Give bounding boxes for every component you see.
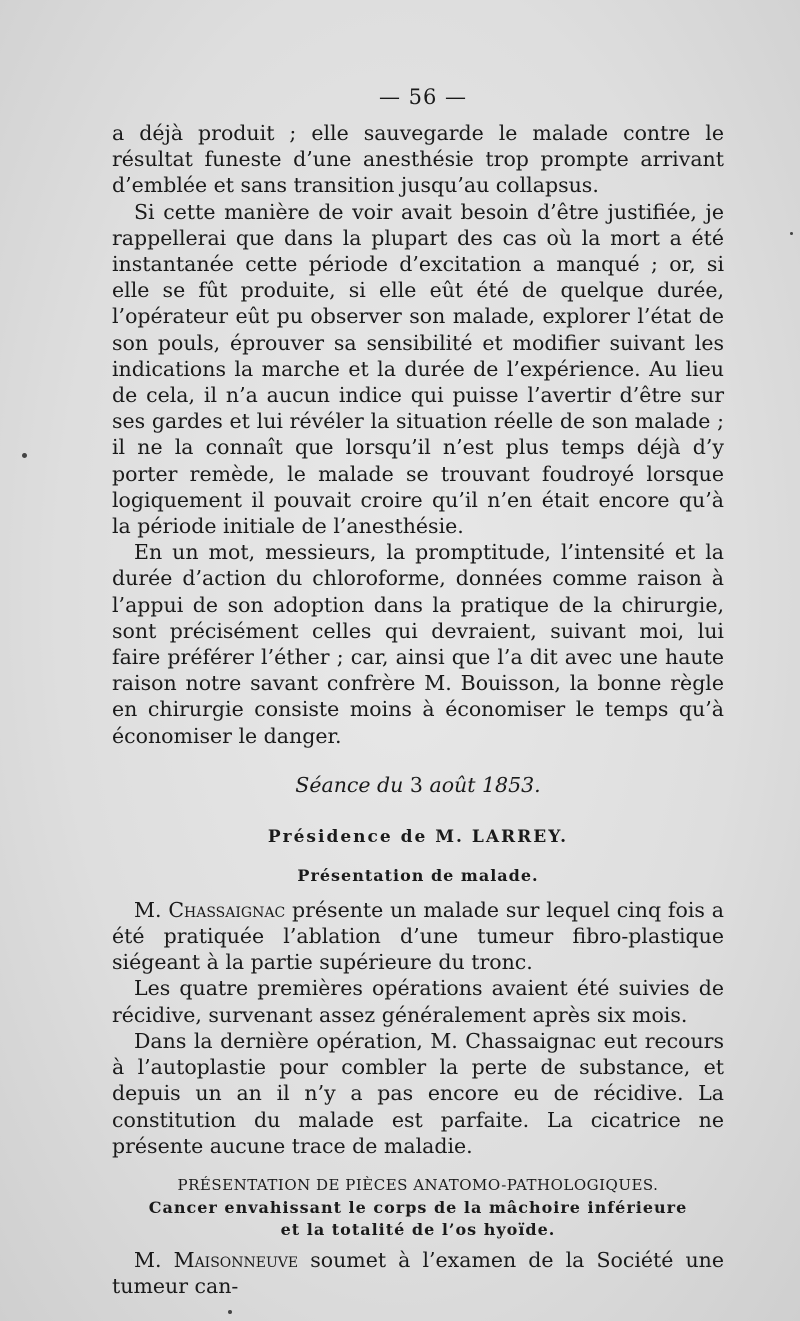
cancer-heading [112, 1197, 724, 1241]
paragraph-recidive: Les quatre premières opérations avaient été suivies de récidive, survenant assez généralement après six mois. [112, 976, 724, 1027]
paragraph-continuation: a déjà produit ; elle sauvegarde le malade contre le résultat funeste d’une anesthésie trop prompte arrivant d’emblée et sans transition jusqu’au collapsus. [112, 121, 724, 198]
cancer-heading-line1: Cancer envahissant le corps de la mâchoire inférieure [148, 1197, 688, 1217]
pieces-heading: PRÉSENTATION DE PIÈCES ANATOMO-PATHOLOGIQUES. [177, 1175, 659, 1194]
paragraph-excitation: Si cette manière de voir avait besoin d’être justifiée, je rappellerai que dans la plupart des cas où la mort a été instantanée cette période d’excitation a manqué ; or, si elle se fût produite, si elle eût été de quelque durée, l’opérateur eût pu observer son malade, explorer l’état de son pouls, éprouver sa sensibilité et modifier suivant les indications la marche et la durée de l’expérience. Au lieu de cela, il n’a aucun indice qui puisse l’avertir d’être sur ses gardes et lui révéler la situation réelle de son malade ; il ne la connaît que lorsqu’il n’est plus temps déjà d’y porter remède, le malade se trouvant foudroyé lorsque logiquement il pouvait croire qu’il n’en était encore qu’à la période initiale de l’anesthésie. [112, 199, 724, 539]
page-number: — 56 — [378, 85, 468, 109]
session-label: Séance du [295, 772, 404, 797]
cancer-heading-line2: et la totalité de l’os hyoïde. [280, 1219, 556, 1239]
speaker-name: M. Chassaignac [134, 897, 286, 922]
presidence-heading: Présidence de M. LARREY. [267, 826, 569, 847]
presentation-heading: Présentation de malade. [297, 865, 539, 885]
paragraph-text: soumet à l’examen de la Société une tumeur can- [112, 1247, 724, 1299]
session-month-year: août 1853. [429, 772, 541, 797]
ink-speck [790, 232, 793, 235]
ink-speck [22, 453, 27, 458]
paragraph-autoplastie: Dans la dernière opération, M. Chassaignac eut recours à l’autoplastie pour combler la perte de substance, et depuis un an il n’y a pas encore eu de récidive. La constitution du malade est parfaite. La cicatrice ne présente aucune trace de maladie. [112, 1028, 724, 1158]
speaker-name: M. Maisonneuve [134, 1247, 299, 1272]
paragraph-text: présente un malade sur lequel cinq fois a été pratiquée l’ablation d’une tumeur fibro-plastique siégeant à la partie supérieure du tronc. [112, 897, 724, 975]
session-day: 3 [409, 772, 423, 797]
text-column [112, 82, 724, 1299]
paragraph-chassaignac [112, 897, 724, 976]
ink-speck [228, 1310, 232, 1314]
paragraph-conclusion: En un mot, messieurs, la promptitude, l’intensité et la durée d’action du chloroforme, données comme raison à l’appui de son adoption dans la pratique de la chirurgie, sont précisément celles qui devraient, suivant moi, lui faire préférer l’éther ; car, ainsi que l’a dit avec une haute raison notre savant confrère M. Bouisson, la bonne règle en chirurgie consiste moins à économiser le temps qu’à économiser le danger. [112, 540, 724, 748]
session-heading [112, 771, 724, 799]
paragraph-maisonneuve [112, 1247, 724, 1299]
